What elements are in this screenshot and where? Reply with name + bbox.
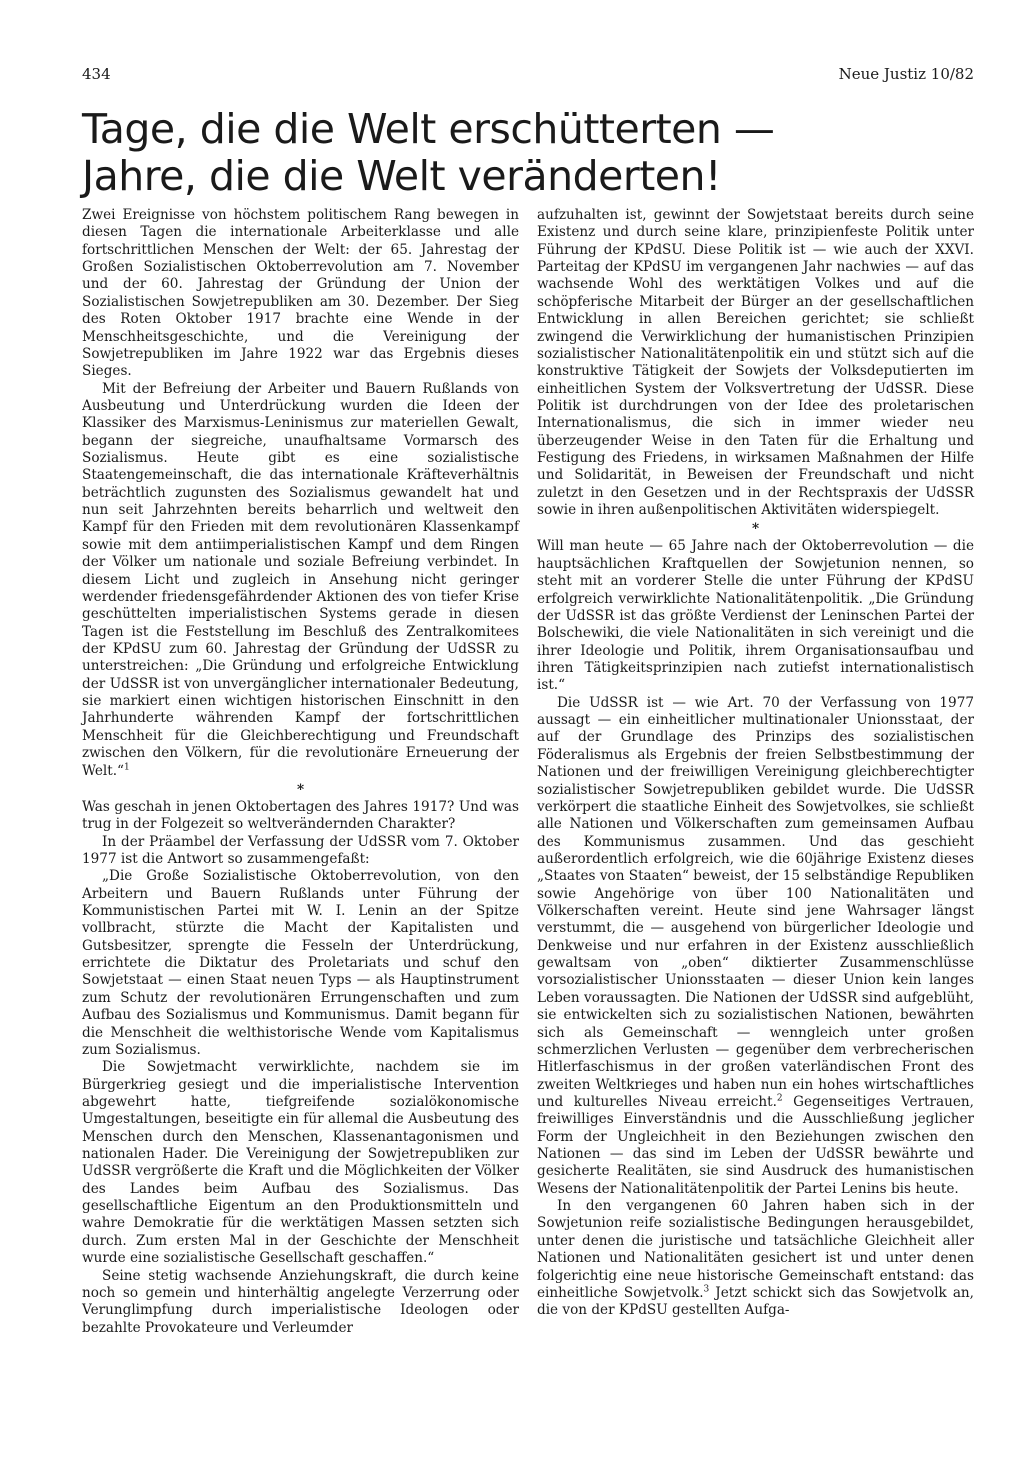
paragraph: Zwei Ereignisse von höchstem politischem Rang bewegen in diesen Tagen die internationale Arbeiterklasse und alle fortschrittlichen Menschen der Welt: der 65. Jahrestag der Großen Sozialistischen Oktoberrevolution am 7. November und der 60. Jahrestag der Gründung der Union der Sozialistischen Sowjetrepubliken am 30. Dezember. Der Sieg des Roten Oktober 1917 brachte eine Wende in der Menschheitsgeschichte, und die Vereinigung der Sowjetrepubliken im Jahre 1922 war das Ergebnis dieses Sieges. xyxy=(82,207,519,380)
paragraph: In der Präambel der Verfassung der UdSSR vom 7. Oktober 1977 ist die Antwort so zusammengefaßt: xyxy=(82,833,519,867)
paragraph: Was geschah in jenen Oktobertagen des Jahres 1917? Und was trug in der Folgezeit so weltverändernden Charakter? xyxy=(82,798,519,833)
left-column xyxy=(82,207,519,1337)
paragraph: Will man heute — 65 Jahre nach der Oktoberrevolution — die hauptsächlichen Kraftquellen der Sowjetunion nennen, so steht mit an vorderer Stelle die unter Führung der KPdSU erfolgreich verwirklichte Nationalitätenpolitik. „Die Gründung der UdSSR ist das größte Verdienst der Leninschen Partei der Bolschewiki, die viele Nationalitäten in sich vereinigt und die ihrer Ideologie und Politik, ihrem Organisationsaufbau und ihren Tätigkeitsprinzipien nach zutiefst internationalistisch ist.“ xyxy=(537,538,974,694)
section-separator: * xyxy=(296,781,305,798)
footnote-mark: 3 xyxy=(703,1284,710,1295)
article-title xyxy=(82,106,962,200)
section-separator: * xyxy=(751,521,760,538)
paragraph: Seine stetig wachsende Anziehungskraft, die durch keine noch so gemein und hinterhältig angelegte Verzerrung oder Verunglimpfung durch imperialistische Ideologen oder bezahlte Provokateure und Verleumder xyxy=(82,1267,519,1336)
paragraph: In den vergangenen 60 Jahren haben sich in der Sowjetunion reife sozialistische Bedingungen herausgebildet, unter denen die juristische und tatsächliche Gleichheit aller Nationen und Nationalitäten gesichert ist und unter denen folgerichtig eine neue historische Gemeinschaft entstand: das einheitliche Sowjetvolk.$^3$ Jetzt schickt sich das Sowjetvolk an, die von der KPdSU gestellten Aufga- xyxy=(537,1198,974,1319)
footnote-mark: 1 xyxy=(124,761,130,772)
quote-paragraph: Die Sowjetmacht verwirklichte, nachdem sie im Bürgerkrieg gesiegt und die imperialistische Intervention abgewehrt hatte, tiefgreifende sozialökonomische Umgestaltungen, beseitigte ein für allemal die Ausbeutung des Menschen durch den Menschen, Klassenantagonismen und nationalen Hader. Die Vereinigung der Sowjetrepubliken zur UdSSR vergrößerte die Kraft und die Möglichkeiten der Völker des Landes beim Aufbau des Sozialismus. Das gesellschaftliche Eigentum an den Produktionsmitteln und wahre Demokratie für die werktätigen Massen setzten sich durch. Zum ersten Mal in der Geschichte der Menschheit wurde eine sozialistische Gesellschaft geschaffen.“ xyxy=(82,1059,519,1267)
title-line-2: Jahre, die die Welt veränderten! xyxy=(82,152,721,200)
right-column xyxy=(537,207,974,1320)
paragraph: aufzuhalten ist, gewinnt der Sowjetstaat bereits durch seine Existenz und durch seine klare, prinzipienfeste Politik unter Führung der KPdSU. Diese Politik ist — wie auch der XXVI. Parteitag der KPdSU im vergangenen Jahr nachwies — auf das wachsende Wohl des werktätigen Volkes und auf die schöpferische Mitarbeit der Bürger an der gesellschaftlichen Entwicklung in allen Bereichen gerichtet; sie schließt zwingend die Verwirklichung der humanistischen Prinzipien sozialistischer Nationalitätenpolitik ein und stützt sich auf die konstruktive Tätigkeit der Sowjets der Volksdeputierten im einheitlichen System der Volksvertretung der UdSSR. Diese Politik ist durchdrungen von der Idee des proletarischen Internationalismus, die sich in immer wieder neu überzeugender Weise in den Taten für die Erhaltung und Festigung des Friedens, in wirksamen Maßnahmen der Hilfe und Solidarität, in Beweisen der Freundschaft und nicht zuletzt in den Gesetzen und in der Rechtspraxis der UdSSR sowie in ihren außenpolitischen Aktivitäten widerspiegelt. xyxy=(537,207,974,519)
paragraph: Mit der Befreiung der Arbeiter und Bauern Rußlands von Ausbeutung und Unterdrückung wurden die Ideen der Klassiker des Marxismus-Leninismus zur materiellen Gewalt, begann der siegreiche, unaufhaltsame Vormarsch des Sozialismus. Heute gibt es eine sozialistische Staatengemeinschaft, die das internationale Kräfteverhältnis beträchtlich zugunsten des Sozialismus gewandelt hat und nun seit Jahrzehnten bereits beharrlich und weltweit den Kampf für den Frieden mit dem revolutionären Klassenkampf sowie mit dem antiimperialistischen Kampf und dem Ringen der Völker um nationale und soziale Befreiung verbindet. In diesem Licht und zugleich in Ansehung nicht geringer werdender friedensgefährdender Aktionen des von tiefer Krise geschüttelten imperialistischen Systems gerade in diesen Tagen ist die Feststellung im Beschluß des Zentralkomitees der KPdSU zum 60. Jahrestag der Gründung der UdSSR zu unterstreichen: „Die Gründung und erfolgreiche Entwicklung der UdSSR ist von unvergänglicher internationaler Bedeutung, sie markiert einen wichtigen historischen Einschnitt in den Jahrhunderte währenden Kampf der fortschrittlichen Menschheit für die Gleichberechtigung und Freundschaft zwischen den Völkern, für die revolutionäre Erneuerung der Welt.“$^1$ xyxy=(82,380,519,779)
quote-paragraph: „Die Große Sozialistische Oktoberrevolution, von den Arbeitern und Bauern Rußlands unter Führung der Kommunistischen Partei mit W. I. Lenin an der Spitze vollbracht, stürzte die Macht der Kapitalisten und Gutsbesitzer, sprengte die Fesseln der Unterdrückung, errichtete die Diktatur des Proletariats und schuf den Sowjetstaat — einen Staat neuen Typs — als Hauptinstrument zum Schutz der revolutionären Errungenschaften und zum Aufbau des Sozialismus und Kommunismus. Damit begann für die Menschheit die welthistorische Wende vom Kapitalismus zum Sozialismus. xyxy=(82,868,519,1058)
page-number: 434 xyxy=(82,65,111,83)
title-line-1: Tage, die die Welt erschütterten — xyxy=(82,105,775,153)
journal-issue: Neue Justiz 10/82 xyxy=(838,65,974,83)
page-header xyxy=(82,64,974,84)
paragraph: Die UdSSR ist — wie Art. 70 der Verfassung von 1977 aussagt — ein einheitlicher multinationaler Unionsstaat, der auf der Grundlage des Prinzips des sozialistischen Föderalismus als Ergebnis der freien Selbstbestimmung der Nationen und der freiwilligen Vereinigung gleichberechtigter sozialistischer Sowjetrepubliken gebildet wurde. Die UdSSR verkörpert die staatliche Einheit des Sowjetvolkes, sie schließt alle Nationen und Völkerschaften zum gemeinsamen Aufbau des Kommunismus zusammen. Und das geschieht außerordentlich erfolgreich, wie die 60jährige Existenz dieses „Staates von Staaten“ beweist, der 15 selbständige Republiken sowie Angehörige von über 100 Nationalitäten und Völkerschaften vereint. Heute sind jene Wahrsager längst verstummt, die — ausgehend von bürgerlicher Ideologie und Denkweise und nur erfahren in der Existenz ausschließlich gewaltsam von „oben“ diktierter Zusammenschlüsse vorsozialistischer Unionsstaaten — dieser Union kein langes Leben voraussagten. Die Nationen der UdSSR sind aufgeblüht, sie entwickelten sich zu sozialistischen Nationen, bewährten sich als Gemeinschaft — wenngleich unter großen schmerzlichen Verlusten — gegenüber dem verbrecherischen Hitlerfaschismus in der großen vaterländischen Front des zweiten Weltkrieges und haben nun ein hohes wirtschaftliches und kulturelles Niveau erreicht.$^2$ Gegenseitiges Vertrauen, freiwilliges Einverständnis und die Ausschließung jeglicher Form der Ungleichheit in den Beziehungen zwischen den Nationen — das sind im Leben der UdSSR bewährte und gesicherte Realitäten, sie sind Ausdruck des humanistischen Wesens der Nationalitätenpolitik der Partei Lenins bis heute. xyxy=(537,694,975,1197)
footnote-mark: 2 xyxy=(776,1093,783,1104)
